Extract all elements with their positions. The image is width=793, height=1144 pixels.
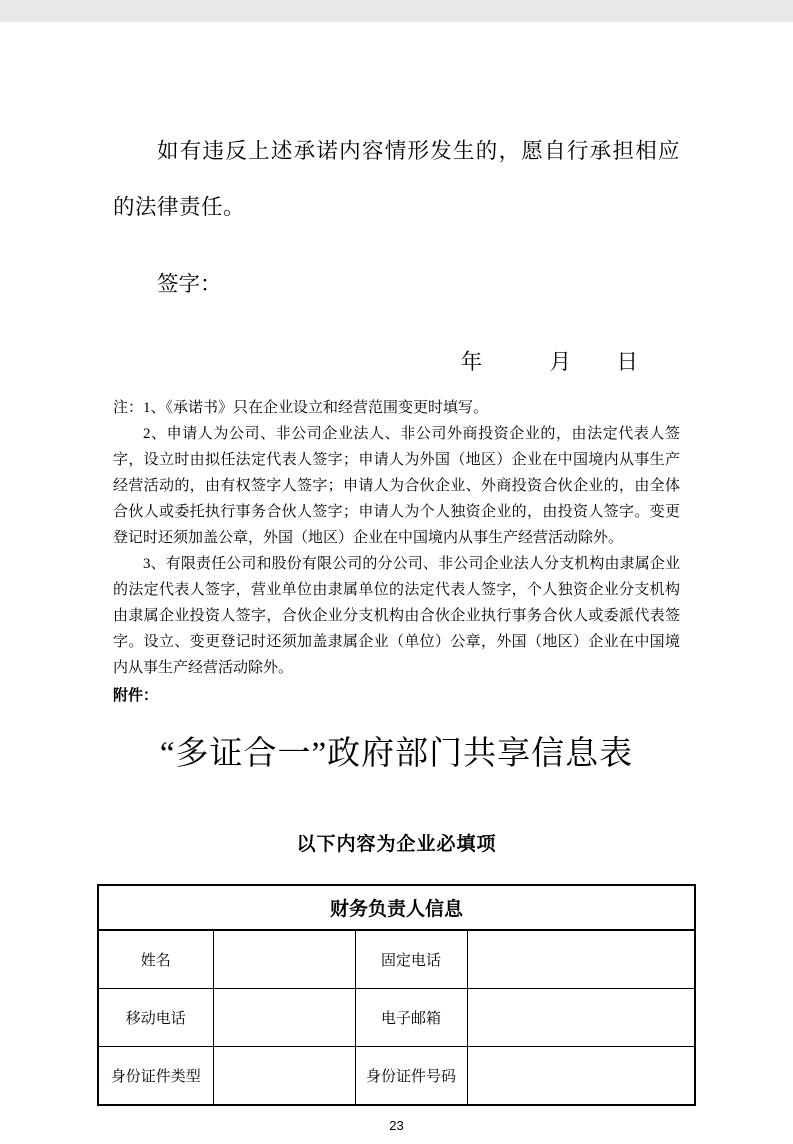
input-name[interactable] bbox=[213, 930, 355, 989]
note-3: 3、有限责任公司和股份有限公司的分公司、非公司企业法人分支机构由隶属企业的法定代表人签字，营业单位由隶属单位的法定代表人签字，个人独资企业分支机构由隶属企业投资人签字，合伙企业分支机构由合伙企业执行事务合伙人或委派代表签字。设立、变更登记时还须加盖隶属企业（单位）公章，外国（地区）企业在中国境内从事生产经营活动除外。 bbox=[113, 555, 680, 676]
date-day-label: 日 bbox=[616, 349, 638, 374]
attachment-label: 附件： bbox=[113, 686, 159, 704]
legal-commitment-paragraph: 如有违反上述承诺内容情形发生的，愿自行承担相应的法律责任。 bbox=[113, 138, 680, 219]
note-1: 注：1、《承诺书》只在企业设立和经营范围变更时填写。 bbox=[113, 399, 489, 416]
document-page bbox=[0, 22, 793, 1144]
finance-contact-table bbox=[97, 884, 696, 1106]
table-header-row bbox=[98, 885, 695, 930]
note-2: 2、申请人为公司、非公司企业法人、非公司外商投资企业的，由法定代表人签字，设立时由拟任法定代表人签字；申请人为外国（地区）企业在中国境内从事生产经营活动的，由有权签字人签字；申请人为合伙企业、外商投资合伙企业的，由全体合伙人或委托执行事务合伙人签字；申请人为个人独资企业的，由投资人签字。变更登记时还须加盖公章，外国（地区）企业在中国境内从事生产经营活动除外。 bbox=[113, 425, 680, 546]
page-content bbox=[0, 22, 793, 865]
table-row bbox=[98, 1046, 695, 1105]
label-name: 姓名 bbox=[98, 930, 213, 989]
signature-label: 签字： bbox=[157, 272, 222, 296]
date-line bbox=[113, 334, 680, 390]
label-id-type: 身份证件类型 bbox=[98, 1046, 213, 1105]
input-id-number[interactable] bbox=[467, 1046, 695, 1105]
input-mobile-phone[interactable] bbox=[213, 988, 355, 1046]
label-id-number: 身份证件号码 bbox=[355, 1046, 467, 1105]
input-fixed-phone[interactable] bbox=[467, 930, 695, 989]
required-fields-subtitle: 以下内容为企业必填项 bbox=[296, 833, 497, 855]
label-mobile-phone: 移动电话 bbox=[98, 988, 213, 1046]
page-number: 23 bbox=[389, 1117, 404, 1133]
input-id-type[interactable] bbox=[213, 1046, 355, 1105]
table-row bbox=[98, 930, 695, 989]
label-email: 电子邮箱 bbox=[355, 988, 467, 1046]
date-month-label: 月 bbox=[549, 349, 572, 374]
shared-info-form-title: “多证合一”政府部门共享信息表 bbox=[159, 735, 634, 772]
input-email[interactable] bbox=[467, 988, 695, 1046]
label-fixed-phone: 固定电话 bbox=[355, 930, 467, 989]
table-title: 财务负责人信息 bbox=[98, 885, 695, 930]
table-row bbox=[98, 988, 695, 1046]
notes-block bbox=[113, 395, 680, 681]
date-year-label: 年 bbox=[460, 349, 483, 374]
